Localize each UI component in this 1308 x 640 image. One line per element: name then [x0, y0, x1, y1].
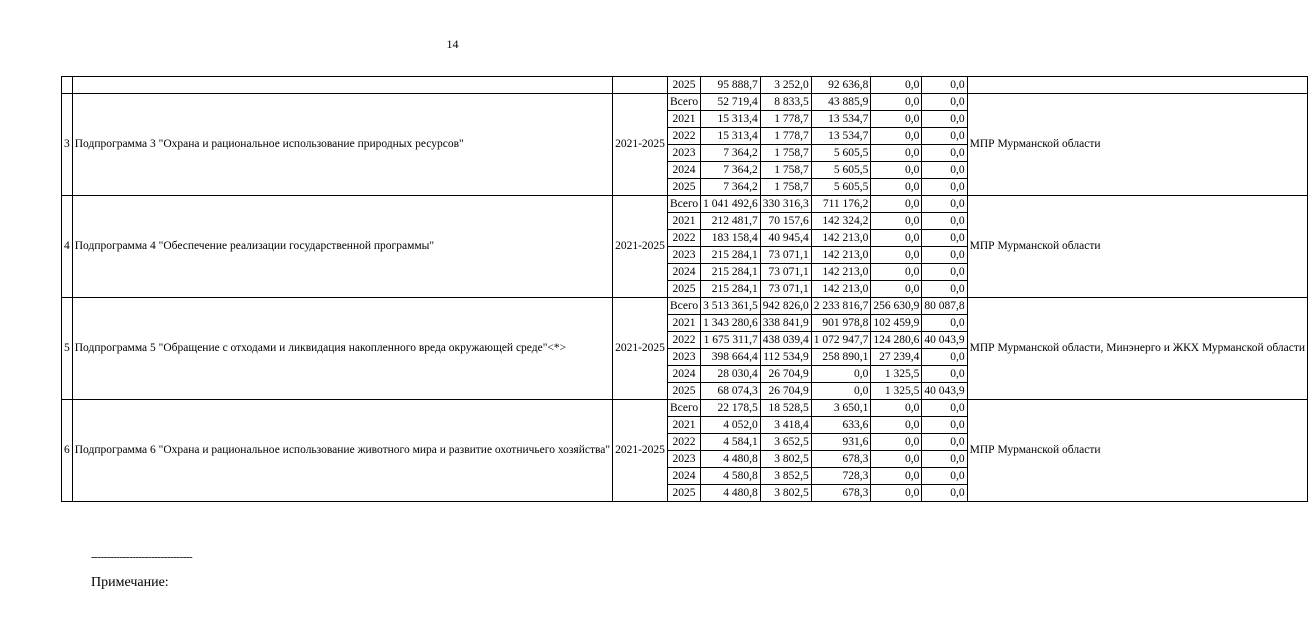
cell-local: 0,0: [871, 213, 922, 230]
cell-federal: 5 605,5: [811, 145, 871, 162]
cell-regional: 26 704,9: [760, 366, 811, 383]
cell-year: 2025: [667, 77, 700, 94]
cell-regional: 26 704,9: [760, 383, 811, 400]
cell-year: 2022: [667, 434, 700, 451]
footnote-divider: --------------------------------: [91, 551, 193, 563]
cell-federal: 142 213,0: [811, 247, 871, 264]
cell-other: 0,0: [922, 162, 967, 179]
cell-year: 2024: [667, 162, 700, 179]
section-number: 3: [62, 94, 73, 196]
cell-regional: 1 778,7: [760, 128, 811, 145]
cell-other: 0,0: [922, 77, 967, 94]
cell-total: 215 284,1: [701, 247, 761, 264]
table-row-continuation: [62, 77, 1308, 94]
executor: МПР Мурманской области: [967, 400, 1307, 502]
cell-other: 0,0: [922, 94, 967, 111]
cell-federal: 142 213,0: [811, 230, 871, 247]
cell-local: 0,0: [871, 417, 922, 434]
cell-regional: 330 316,3: [760, 196, 811, 213]
section-number: 4: [62, 196, 73, 298]
subprogram-period: 2021-2025: [613, 94, 668, 196]
subprogram-name: Подпрограмма 3 "Охрана и рациональное использование природных ресурсов": [72, 94, 612, 196]
cell-local: 0,0: [871, 230, 922, 247]
cell-federal: 711 176,2: [811, 196, 871, 213]
cell-local: 124 280,6: [871, 332, 922, 349]
cell-other: 0,0: [922, 434, 967, 451]
note-label: Примечание:: [91, 575, 169, 590]
cell-local: 0,0: [871, 281, 922, 298]
cell-other: 0,0: [922, 315, 967, 332]
cell-local: 1 325,5: [871, 383, 922, 400]
cell-other: 0,0: [922, 145, 967, 162]
cell-local: 0,0: [871, 179, 922, 196]
cell-federal: 901 978,8: [811, 315, 871, 332]
cell-no-empty: [62, 77, 73, 94]
cell-other: 80 087,8: [922, 298, 967, 315]
cell-regional: 3 852,5: [760, 468, 811, 485]
cell-other: 0,0: [922, 281, 967, 298]
cell-federal: 3 650,1: [811, 400, 871, 417]
cell-regional: 8 833,5: [760, 94, 811, 111]
cell-other: 0,0: [922, 179, 967, 196]
cell-total: 212 481,7: [701, 213, 761, 230]
cell-local: 0,0: [871, 451, 922, 468]
cell-total: 4 480,8: [701, 485, 761, 502]
cell-period-empty: [613, 77, 668, 94]
cell-federal: 13 534,7: [811, 128, 871, 145]
cell-name-empty: [72, 77, 612, 94]
cell-other: 0,0: [922, 196, 967, 213]
cell-regional: 73 071,1: [760, 264, 811, 281]
cell-local: 0,0: [871, 400, 922, 417]
cell-local: 256 630,9: [871, 298, 922, 315]
cell-other: 0,0: [922, 230, 967, 247]
cell-total: 3 513 361,5: [701, 298, 761, 315]
executor: МПР Мурманской области: [967, 94, 1307, 196]
cell-federal: 43 885,9: [811, 94, 871, 111]
cell-federal: 5 605,5: [811, 179, 871, 196]
cell-regional: 40 945,4: [760, 230, 811, 247]
cell-year: 2021: [667, 417, 700, 434]
cell-regional: 1 758,7: [760, 162, 811, 179]
cell-total: 4 052,0: [701, 417, 761, 434]
cell-federal: 1 072 947,7: [811, 332, 871, 349]
subprogram-period: 2021-2025: [613, 196, 668, 298]
cell-local: 0,0: [871, 128, 922, 145]
cell-other: 40 043,9: [922, 332, 967, 349]
cell-year: 2024: [667, 264, 700, 281]
table-row: [62, 298, 1308, 315]
cell-federal: 678,3: [811, 485, 871, 502]
cell-regional: 942 826,0: [760, 298, 811, 315]
executor: МПР Мурманской области, Минэнерго и ЖКХ Мурманской области: [967, 298, 1307, 400]
cell-regional: 18 528,5: [760, 400, 811, 417]
cell-federal: 2 233 816,7: [811, 298, 871, 315]
cell-total: 7 364,2: [701, 179, 761, 196]
cell-federal: 728,3: [811, 468, 871, 485]
cell-local: 0,0: [871, 145, 922, 162]
cell-total: 68 074,3: [701, 383, 761, 400]
cell-year: Всего: [667, 298, 700, 315]
subprogram-name: Подпрограмма 6 "Охрана и рациональное использование животного мира и развитие охотничьего хозяйства": [72, 400, 612, 502]
cell-regional: 112 534,9: [760, 349, 811, 366]
cell-federal: 931,6: [811, 434, 871, 451]
cell-executor-empty: [967, 77, 1307, 94]
cell-year: 2023: [667, 451, 700, 468]
section-number: 5: [62, 298, 73, 400]
cell-total: 215 284,1: [701, 264, 761, 281]
cell-total: 1 675 311,7: [701, 332, 761, 349]
cell-total: 1 041 492,6: [701, 196, 761, 213]
cell-regional: 3 252,0: [760, 77, 811, 94]
cell-other: 0,0: [922, 111, 967, 128]
cell-total: 1 343 280,6: [701, 315, 761, 332]
cell-year: 2025: [667, 383, 700, 400]
cell-local: 102 459,9: [871, 315, 922, 332]
cell-year: Всего: [667, 400, 700, 417]
cell-federal: 0,0: [811, 366, 871, 383]
cell-other: 0,0: [922, 247, 967, 264]
cell-other: 0,0: [922, 128, 967, 145]
cell-year: 2022: [667, 332, 700, 349]
table-row: [62, 400, 1308, 417]
cell-local: 1 325,5: [871, 366, 922, 383]
cell-regional: 73 071,1: [760, 247, 811, 264]
table-body: [62, 77, 1308, 502]
cell-federal: 142 213,0: [811, 281, 871, 298]
cell-year: 2025: [667, 281, 700, 298]
cell-local: 0,0: [871, 94, 922, 111]
cell-other: 40 043,9: [922, 383, 967, 400]
executor: МПР Мурманской области: [967, 196, 1307, 298]
subprogram-period: 2021-2025: [613, 298, 668, 400]
cell-year: 2021: [667, 111, 700, 128]
cell-year: 2024: [667, 366, 700, 383]
cell-regional: 3 652,5: [760, 434, 811, 451]
cell-year: 2025: [667, 179, 700, 196]
cell-total: 15 313,4: [701, 128, 761, 145]
cell-other: 0,0: [922, 264, 967, 281]
cell-other: 0,0: [922, 213, 967, 230]
cell-local: 0,0: [871, 264, 922, 281]
cell-local: 27 239,4: [871, 349, 922, 366]
cell-local: 0,0: [871, 196, 922, 213]
cell-year: 2023: [667, 349, 700, 366]
cell-regional: 3 802,5: [760, 485, 811, 502]
cell-federal: 5 605,5: [811, 162, 871, 179]
cell-other: 0,0: [922, 485, 967, 502]
cell-local: 0,0: [871, 468, 922, 485]
cell-regional: 70 157,6: [760, 213, 811, 230]
cell-regional: 73 071,1: [760, 281, 811, 298]
cell-total: 4 584,1: [701, 434, 761, 451]
subprogram-period: 2021-2025: [613, 400, 668, 502]
cell-regional: 438 039,4: [760, 332, 811, 349]
cell-total: 215 284,1: [701, 281, 761, 298]
cell-total: 7 364,2: [701, 162, 761, 179]
cell-federal: 142 213,0: [811, 264, 871, 281]
cell-other: 0,0: [922, 417, 967, 434]
cell-year: 2023: [667, 247, 700, 264]
cell-year: 2022: [667, 230, 700, 247]
cell-federal: 92 636,8: [811, 77, 871, 94]
cell-local: 0,0: [871, 485, 922, 502]
cell-other: 0,0: [922, 366, 967, 383]
cell-year: Всего: [667, 196, 700, 213]
cell-total: 7 364,2: [701, 145, 761, 162]
cell-year: 2024: [667, 468, 700, 485]
subprogram-name: Подпрограмма 4 "Обеспечение реализации государственной программы": [72, 196, 612, 298]
cell-total: 183 158,4: [701, 230, 761, 247]
cell-federal: 258 890,1: [811, 349, 871, 366]
cell-year: 2022: [667, 128, 700, 145]
cell-other: 0,0: [922, 349, 967, 366]
cell-local: 0,0: [871, 247, 922, 264]
cell-total: 52 719,4: [701, 94, 761, 111]
cell-regional: 338 841,9: [760, 315, 811, 332]
cell-total: 28 030,4: [701, 366, 761, 383]
cell-year: Всего: [667, 94, 700, 111]
cell-regional: 3 802,5: [760, 451, 811, 468]
cell-total: 15 313,4: [701, 111, 761, 128]
cell-year: 2021: [667, 213, 700, 230]
cell-year: 2023: [667, 145, 700, 162]
cell-local: 0,0: [871, 77, 922, 94]
cell-regional: 3 418,4: [760, 417, 811, 434]
cell-year: 2025: [667, 485, 700, 502]
subprogram-name: Подпрограмма 5 "Обращение с отходами и ликвидация накопленного вреда окружающей среде"<*>: [72, 298, 612, 400]
cell-local: 0,0: [871, 434, 922, 451]
cell-federal: 633,6: [811, 417, 871, 434]
section-number: 6: [62, 400, 73, 502]
cell-federal: 0,0: [811, 383, 871, 400]
cell-year: 2021: [667, 315, 700, 332]
cell-other: 0,0: [922, 468, 967, 485]
cell-other: 0,0: [922, 451, 967, 468]
cell-local: 0,0: [871, 162, 922, 179]
cell-regional: 1 758,7: [760, 145, 811, 162]
cell-federal: 142 324,2: [811, 213, 871, 230]
cell-total: 4 580,8: [701, 468, 761, 485]
cell-federal: 13 534,7: [811, 111, 871, 128]
cell-total: 22 178,5: [701, 400, 761, 417]
table-row: [62, 94, 1308, 111]
table-row: [62, 196, 1308, 213]
cell-total: 398 664,4: [701, 349, 761, 366]
cell-total: 95 888,7: [701, 77, 761, 94]
cell-other: 0,0: [922, 400, 967, 417]
cell-regional: 1 758,7: [760, 179, 811, 196]
cell-federal: 678,3: [811, 451, 871, 468]
cell-total: 4 480,8: [701, 451, 761, 468]
cell-regional: 1 778,7: [760, 111, 811, 128]
cell-local: 0,0: [871, 111, 922, 128]
page-number: 14: [446, 37, 459, 51]
budget-table: [61, 76, 1308, 502]
